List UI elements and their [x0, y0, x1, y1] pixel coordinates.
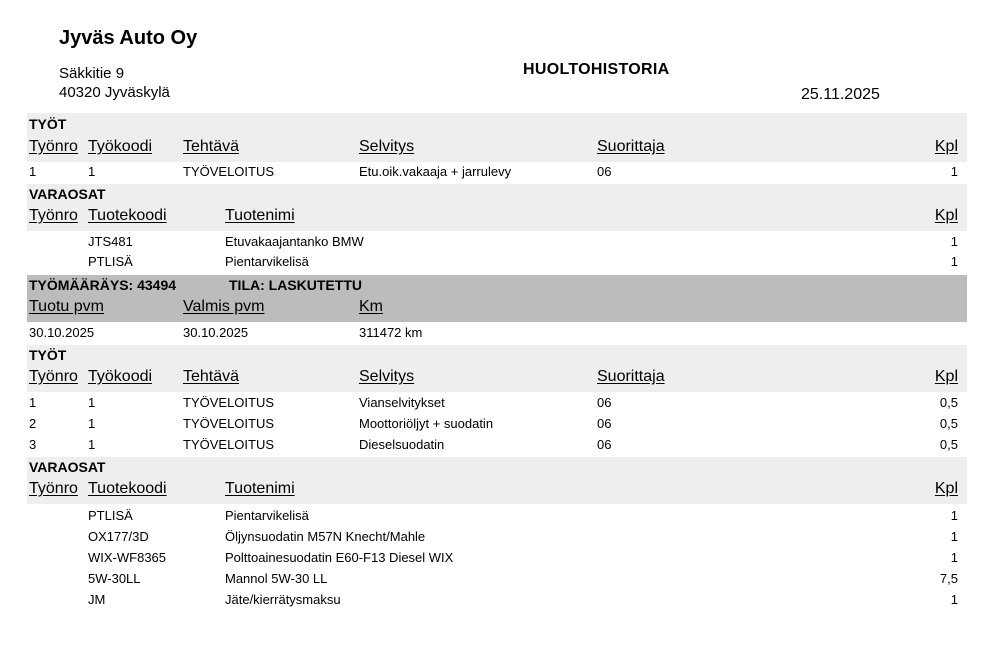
parts-header-band — [27, 457, 967, 504]
parts-section-title: VARAOSAT — [29, 186, 106, 202]
col-header-tehtava: Tehtävä — [183, 138, 240, 155]
work-suorittaja: 06 — [597, 437, 612, 452]
part-tuotenimi: Etuvakaajantanko BMW — [225, 234, 364, 249]
col-header-tuotenimi: Tuotenimi — [225, 480, 295, 497]
work-row — [27, 393, 967, 414]
part-kpl: 1 — [950, 254, 958, 269]
part-row — [27, 590, 967, 611]
part-kpl: 1 — [950, 508, 958, 523]
work-order-status: TILA: LASKUTETTU — [229, 277, 362, 293]
col-header-tuotekoodi: Tuotekoodi — [88, 480, 167, 497]
work-tyokoodi: 1 — [88, 395, 96, 410]
part-tuotenimi: Öljynsuodatin M57N Knecht/Mahle — [225, 529, 426, 544]
col-header-kpl: Kpl — [934, 207, 958, 224]
col-header-tehtava: Tehtävä — [183, 368, 240, 385]
work-kpl: 0,5 — [939, 395, 958, 410]
work-kpl: 1 — [950, 164, 958, 179]
work-order-band — [27, 275, 967, 322]
col-header-kpl: Kpl — [934, 368, 958, 385]
works-header-band — [27, 345, 967, 392]
work-tyokoodi: 1 — [88, 164, 96, 179]
work-tyokoodi: 1 — [88, 416, 96, 431]
part-row — [27, 232, 967, 253]
work-tehtava: TYÖVELOITUS — [183, 164, 275, 179]
col-header-tuotekoodi: Tuotekoodi — [88, 207, 167, 224]
col-header-tuotenimi: Tuotenimi — [225, 207, 295, 224]
work-suorittaja: 06 — [597, 416, 612, 431]
part-tuotekoodi: PTLISÄ — [88, 254, 133, 269]
work-order-number: TYÖMÄÄRÄYS: 43494 — [29, 277, 177, 293]
work-selvitys: Etu.oik.vakaaja + jarrulevy — [359, 164, 512, 179]
works-section-title: TYÖT — [29, 116, 67, 132]
part-tuotenimi: Mannol 5W-30 LL — [225, 571, 328, 586]
work-row — [27, 435, 967, 456]
part-row — [27, 527, 967, 548]
parts-header-band — [27, 184, 967, 231]
work-kpl: 0,5 — [939, 416, 958, 431]
work-tyonro: 2 — [29, 416, 37, 431]
work-row — [27, 414, 967, 435]
work-tehtava: TYÖVELOITUS — [183, 416, 275, 431]
work-suorittaja: 06 — [597, 164, 612, 179]
part-tuotekoodi: 5W-30LL — [88, 571, 141, 586]
part-kpl: 1 — [950, 234, 958, 249]
col-header-tyonro: Työnro — [29, 207, 78, 224]
work-tyonro: 1 — [29, 164, 37, 179]
part-row — [27, 548, 967, 569]
part-tuotekoodi: PTLISÄ — [88, 508, 133, 523]
company-street: Säkkitie 9 — [59, 65, 125, 82]
work-selvitys: Moottoriöljyt + suodatin — [359, 416, 494, 431]
work-tehtava: TYÖVELOITUS — [183, 437, 275, 452]
valmis-date: 30.10.2025 — [183, 325, 249, 340]
col-header-tyonro: Työnro — [29, 480, 78, 497]
col-header-suorittaja: Suorittaja — [597, 138, 665, 155]
col-header-tyonro: Työnro — [29, 368, 78, 385]
part-tuotekoodi: JTS481 — [88, 234, 133, 249]
work-order-row — [27, 323, 967, 344]
part-row — [27, 252, 967, 273]
part-tuotenimi: Polttoainesuodatin E60-F13 Diesel WIX — [225, 550, 454, 565]
part-row — [27, 569, 967, 590]
works-header-band — [27, 113, 967, 162]
col-header-valmis: Valmis pvm — [183, 298, 265, 315]
part-tuotenimi: Pientarvikelisä — [225, 508, 309, 523]
work-tehtava: TYÖVELOITUS — [183, 395, 275, 410]
work-kpl: 0,5 — [939, 437, 958, 452]
work-selvitys: Vianselvitykset — [359, 395, 445, 410]
part-tuotenimi: Pientarvikelisä — [225, 254, 309, 269]
document-date: 25.11.2025 — [801, 86, 880, 103]
part-tuotekoodi: WIX-WF8365 — [88, 550, 167, 565]
col-header-tyokoodi: Työkoodi — [88, 138, 153, 155]
col-header-kpl: Kpl — [934, 138, 958, 155]
col-header-tyonro: Työnro — [29, 138, 78, 155]
document-title: HUOLTOHISTORIA — [523, 61, 670, 78]
part-tuotekoodi: JM — [88, 592, 106, 607]
work-tyonro: 3 — [29, 437, 37, 452]
work-tyonro: 1 — [29, 395, 37, 410]
part-kpl: 1 — [950, 550, 958, 565]
col-header-selvitys: Selvitys — [359, 368, 415, 385]
part-kpl: 7,5 — [939, 571, 958, 586]
works-section-title: TYÖT — [29, 347, 67, 363]
col-header-kpl: Kpl — [934, 480, 958, 497]
col-header-tyokoodi: Työkoodi — [88, 368, 153, 385]
part-kpl: 1 — [950, 529, 958, 544]
odometer-km: 311472 km — [359, 325, 423, 340]
part-row — [27, 506, 967, 527]
col-header-selvitys: Selvitys — [359, 138, 415, 155]
part-tuotekoodi: OX177/3D — [88, 529, 149, 544]
work-tyokoodi: 1 — [88, 437, 96, 452]
tuotu-date: 30.10.2025 — [29, 325, 95, 340]
company-name: Jyväs Auto Oy — [59, 27, 198, 49]
work-selvitys: Dieselsuodatin — [359, 437, 445, 452]
parts-section-title: VARAOSAT — [29, 459, 106, 475]
col-header-suorittaja: Suorittaja — [597, 368, 665, 385]
company-city: 40320 Jyväskylä — [59, 84, 170, 101]
part-kpl: 1 — [950, 592, 958, 607]
col-header-km: Km — [359, 298, 383, 315]
work-row — [27, 162, 967, 183]
work-suorittaja: 06 — [597, 395, 612, 410]
col-header-tuotu: Tuotu pvm — [29, 298, 104, 315]
part-tuotenimi: Jäte/kierrätysmaksu — [225, 592, 341, 607]
